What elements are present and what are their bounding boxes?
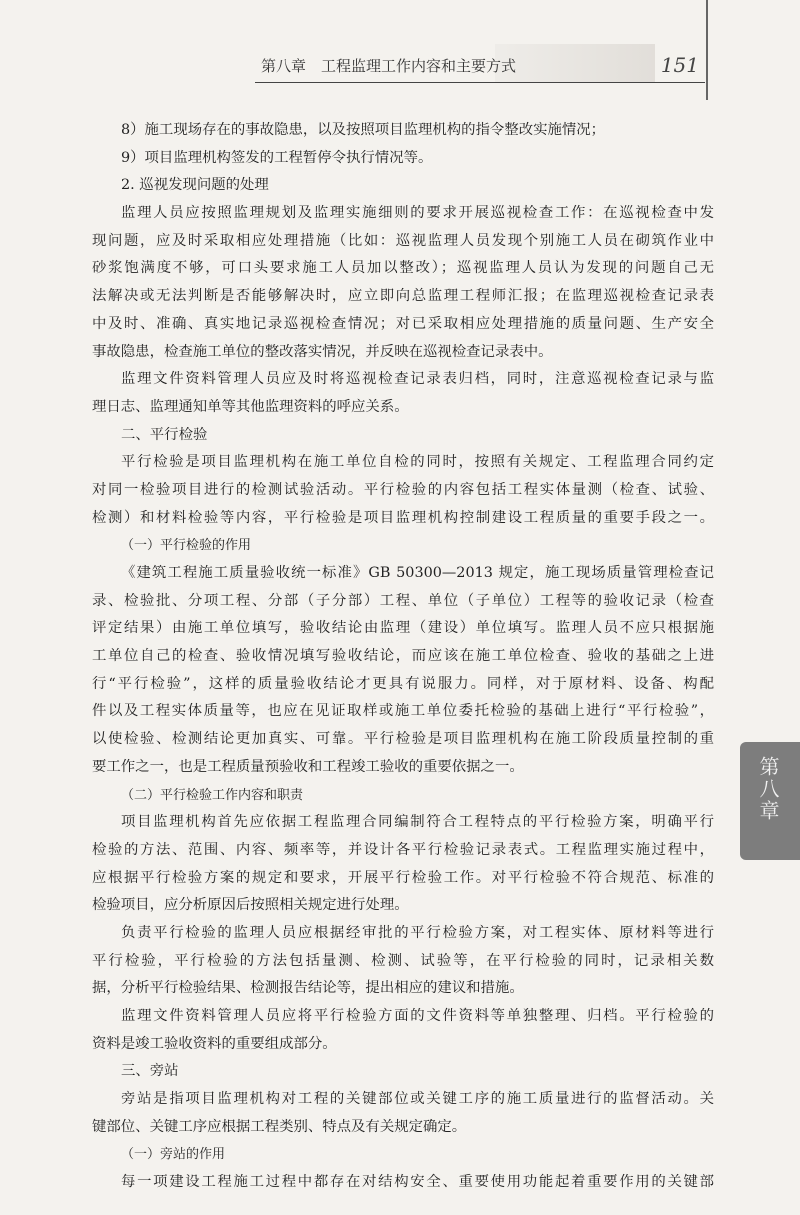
text-line: 应根据平行检验方案的规定和要求，开展平行检验工作。对平行检验不符合规范、标准的 — [92, 869, 714, 886]
subsection-heading: （一）平行检验的作用 — [121, 538, 252, 554]
text-line: 旁站是指项目监理机构对工程的关键部位或关键工序的施工质量进行的监督活动。关 — [121, 1091, 714, 1108]
margin-rule — [706, 0, 708, 100]
side-tab-label: 第八章 — [756, 756, 780, 822]
section-heading: 2. 巡视发现问题的处理 — [121, 177, 269, 194]
text-line: 键部位、关键工序应根据工程类别、特点及有关规定确定。 — [92, 1118, 467, 1135]
text-line: 法解决或无法判断是否能够解决时，应立即向总监理工程师汇报；在监理巡视检查记录表 — [92, 288, 714, 305]
text-line: 件以及工程实体质量等，也应在见证取样或施工单位委托检验的基础上进行“平行检验”， — [92, 703, 714, 720]
text-line: 9）项目监理机构签发的工程暂停令执行情况等。 — [121, 149, 433, 166]
text-line: 监理人员应按照监理规划及监理实施细则的要求开展巡视检查工作：在巡视检查中发 — [121, 205, 714, 222]
subsection-heading: （二）平行检验工作内容和职责 — [121, 787, 304, 803]
text-line: 每一项建设工程施工过程中都存在对结构安全、重要使用功能起着重要作用的关键部 — [121, 1174, 714, 1191]
text-line: 8）施工现场存在的事故隐患，以及按照项目监理机构的指令整改实施情况； — [121, 122, 606, 138]
text-line: 理日志、监理通知单等其他监理资料的呼应关系。 — [92, 398, 409, 415]
text-line: 录、检验批、分项工程、分部（子分部）工程、单位（子单位）工程等的验收记录（检查 — [92, 592, 714, 609]
text-line: 资料是竣工验收资料的重要组成部分。 — [92, 1035, 337, 1052]
text-line: 要工作之一，也是工程质量预验收和工程竣工验收的重要依据之一。 — [92, 758, 524, 775]
text-line: 项目监理机构首先应依据工程监理合同编制符合工程特点的平行检验方案，明确平行 — [121, 814, 714, 831]
text-line: 据，分析平行检验结果、检测报告结论等，提出相应的建议和措施。 — [92, 980, 524, 997]
text-line: 负责平行检验的监理人员应根据经审批的平行检验方案，对工程实体、原材料等进行 — [121, 924, 714, 941]
text-line: 砂浆饱满度不够，可口头要求施工人员加以整改）；巡视监理人员认为发现的问题自己无 — [92, 260, 714, 277]
text-line: 检验项目，应分析原因后按照相关规定进行处理。 — [92, 897, 409, 914]
text-line: 平行检验是项目监理机构在施工单位自检的同时，按照有关规定、工程监理合同约定 — [121, 454, 714, 471]
text-line: 对同一检验项目进行的检测试验活动。平行检验的内容包括工程实体量测（检查、试验、 — [92, 481, 714, 498]
text-line: 事故隐患，检查施工单位的整改落实情况，并反映在巡视检查记录表中。 — [92, 343, 553, 360]
section-heading: 二、平行检验 — [121, 426, 208, 443]
header-decoration — [495, 44, 655, 82]
chapter-title: 第八章 工程监理工作内容和主要方式 — [261, 57, 517, 75]
text-line: 行“平行检验”，这样的质量验收结论才更具有说服力。同样，对于原材料、设备、构配 — [92, 675, 714, 692]
page-body — [92, 117, 714, 1197]
text-line: 检验的方法、范围、内容、频率等，并设计各平行检验记录表式。工程监理实施过程中， — [92, 841, 714, 858]
text-line: 以使检验、检测结论更加真实、可靠。平行检验是项目监理机构在施工阶段质量控制的重 — [92, 731, 714, 748]
text-line: 监理文件资料管理人员应及时将巡视检查记录表归档，同时，注意巡视检查记录与监 — [121, 371, 714, 388]
text-line: 现问题，应及时采取相应处理措施（比如：巡视监理人员发现个别施工人员在砌筑作业中 — [92, 232, 714, 249]
running-header — [255, 44, 705, 83]
text-line: 平行检验，平行检验的方法包括量测、检测、试验等，在平行检验的同时，记录相关数 — [92, 952, 714, 969]
text-line: 《建筑工程施工质量验收统一标准》GB 50300—2013 规定，施工现场质量管理检查记 — [121, 565, 714, 581]
subsection-heading: （一）旁站的作用 — [121, 1147, 226, 1163]
chapter-side-tab — [740, 742, 800, 860]
text-line: 监理文件资料管理人员应将平行检验方面的文件资料等单独整理、归档。平行检验的 — [121, 1008, 714, 1024]
section-heading: 三、旁站 — [121, 1063, 179, 1080]
page-number: 151 — [660, 53, 699, 77]
text-line: 评定结果）由施工单位填写，验收结论由监理（建设）单位填写。监理人员不应只根据施 — [92, 620, 714, 637]
text-line: 检测）和材料检验等内容，平行检验是项目监理机构控制建设工程质量的重要手段之一。 — [92, 509, 714, 526]
text-line: 中及时、准确、真实地记录巡视检查情况；对已采取相应处理措施的质量问题、生产安全 — [92, 315, 714, 332]
text-line: 工单位自己的检查、验收情况填写验收结论，而应该在施工单位检查、验收的基础之上进 — [92, 648, 714, 665]
